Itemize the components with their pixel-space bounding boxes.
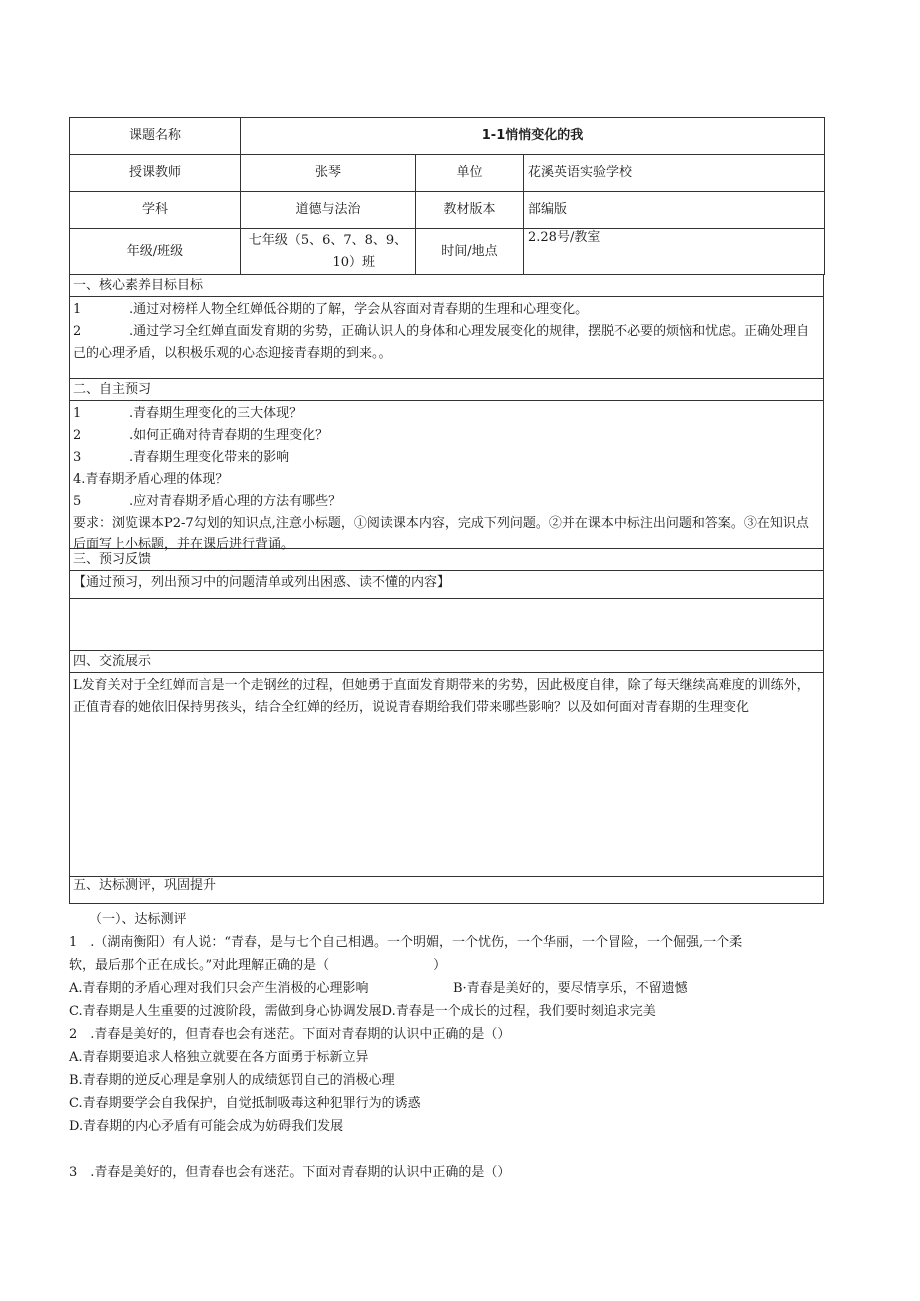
section-3-heading: 三、预习反馈: [69, 549, 824, 571]
spacer: [69, 1138, 829, 1161]
question-2-option-a: A.青春期要追求人格独立就要在各方面勇于标新立异: [69, 1050, 369, 1065]
section-5-heading: 五、达标测评，巩固提升: [69, 877, 824, 904]
question-1-option-a: A.青春期的矛盾心理对我们只会产生消极的心理影响: [69, 981, 369, 996]
lesson-plan-sheet: [69, 117, 824, 904]
teacher-label: 授课教师: [70, 155, 241, 192]
preview-question-3-number: 3: [73, 450, 82, 465]
question-1-stem-line-2: 软，最后那个正在成长。”对此理解正确的是（ ）: [69, 958, 447, 973]
preview-question-2-text: .如何正确对待青春期的生理变化？: [129, 428, 329, 443]
row-subject: [70, 192, 825, 229]
exchange-prompt: L发育关对于全红婵而言是一个走钢丝的过程，但她勇于直面发育期带来的劣势，因此极度自律，除了每天继续高难度的训练外，正值青春的她依旧保持男孩头，结合全红婵的经历，说说青春期给我们带来哪些影响？以及如何面对青春期的生理变化: [73, 678, 810, 715]
teacher-value: 张琴: [241, 155, 416, 192]
topic-value: 1-1悄悄变化的我: [241, 118, 825, 155]
section-2-heading: 二、自主预习: [69, 379, 824, 401]
question-1-option-d: D.青春是一个成长的过程，我们要时刻追求完美: [381, 1004, 656, 1019]
section-1-heading: 一、核心素养目标目标: [69, 275, 824, 297]
preview-question-5-text: .应对青春期矛盾心理的方法有哪些？: [129, 494, 342, 509]
grade-label: 年级/班级: [70, 229, 241, 275]
objective-2-number: 2: [73, 324, 82, 339]
preview-question-3: [73, 447, 820, 469]
grade-value-line-2: 10）班: [332, 254, 375, 270]
preview-question-2-number: 2: [73, 428, 82, 443]
objective-1: [73, 299, 820, 321]
preview-question-4: 4.青春期矛盾心理的体现？: [73, 472, 229, 487]
time-label: 时间/地点: [416, 229, 524, 275]
row-teacher: [70, 155, 825, 192]
info-table: [69, 117, 825, 275]
subject-label: 学科: [70, 192, 241, 229]
unit-value: 花溪英语实验学校: [524, 155, 825, 192]
objective-1-number: 1: [73, 302, 82, 317]
preview-question-3-text: .青春期生理变化带来的影响: [129, 450, 290, 465]
row-topic: [70, 118, 825, 155]
question-3-stem: 3 .青春是美好的，但青春也会有迷茫。下面对青春期的认识中正确的是（）: [69, 1165, 511, 1180]
preview-requirement: 要求：浏览课本P2-7勾划的知识点,注意小标题，①阅读课本内容，完成下列问题。②并在课本中标注出问题和答案。③在知识点后面写上小标题，并在课后进行背诵。: [73, 516, 809, 552]
preview-question-5: [73, 491, 820, 513]
section-3-prompt-row: [69, 571, 824, 599]
textbook-value: 部编版: [524, 192, 825, 229]
feedback-prompt: 【通过预习，列出预习中的问题清单或列出困惑、读不懂的内容】: [73, 575, 451, 590]
objective-1-text: .通过对榜样人物全红婵低谷期的了解，学会从容面对青春期的生理和心理变化。: [129, 302, 589, 317]
question-1-options-row-1: [69, 977, 829, 1000]
preview-question-5-number: 5: [73, 494, 82, 509]
question-2-option-d: D.青春期的内心矛盾有可能会成为妨碍我们发展: [69, 1119, 344, 1134]
question-2-option-c: C.青春期要学会自我保护，自觉抵制吸毒这种犯罪行为的诱惑: [69, 1096, 421, 1111]
section-1-body: [69, 297, 824, 379]
subject-value: 道德与法治: [241, 192, 416, 229]
question-1-stem-line-1: 1 .（湖南衡阳）有人说：“青春，是与七个自己相遇。一个明媚，一个忧伤，一个华丽，一个冒险，一个倔强,一个柔: [69, 935, 743, 950]
preview-question-1-number: 1: [73, 406, 82, 421]
section-2-body: [69, 401, 824, 552]
preview-question-2: [73, 425, 820, 447]
assessment-subheading: （一）、达标测评: [89, 912, 187, 927]
question-2-stem: 2 .青春是美好的，但青春也会有迷茫。下面对青春期的认识中正确的是（）: [69, 1027, 511, 1042]
objective-2: [73, 321, 820, 365]
section-4-heading: 四、交流展示: [69, 651, 824, 673]
row-grade: [70, 229, 825, 275]
question-1-options-row-2: [69, 1000, 829, 1023]
textbook-label: 教材版本: [416, 192, 524, 229]
grade-value: [241, 229, 416, 275]
question-1-option-b: B·青春是美好的，要尽情享乐，不留遗憾: [453, 981, 688, 996]
question-1-option-c: C.青春期是人生重要的过渡阶段，需做到身心协调发展: [69, 1004, 382, 1019]
assessment-questions: [69, 908, 829, 1184]
section-4-body: [69, 673, 824, 877]
question-2-option-b: B.青春期的逆反心理是拿别人的成绩惩罚自己的消极心理: [69, 1073, 395, 1088]
topic-label: 课题名称: [70, 118, 241, 155]
unit-label: 单位: [416, 155, 524, 192]
objective-2-text: .通过学习全红婵直面发育期的劣势，正确认识人的身体和心理发展变化的规律，摆脱不必要的烦恼和忧虑。正确处理自己的心理矛盾，以积极乐观的心态迎接青春期的到来。。: [73, 324, 810, 361]
feedback-answer-area[interactable]: [69, 599, 824, 651]
time-value: 2.28号/教室: [524, 229, 825, 275]
grade-value-line-1: 七年级（5、6、7、8、9、: [248, 232, 408, 248]
preview-question-1: [73, 403, 820, 425]
preview-question-1-text: .青春期生理变化的三大体现？: [129, 406, 303, 421]
